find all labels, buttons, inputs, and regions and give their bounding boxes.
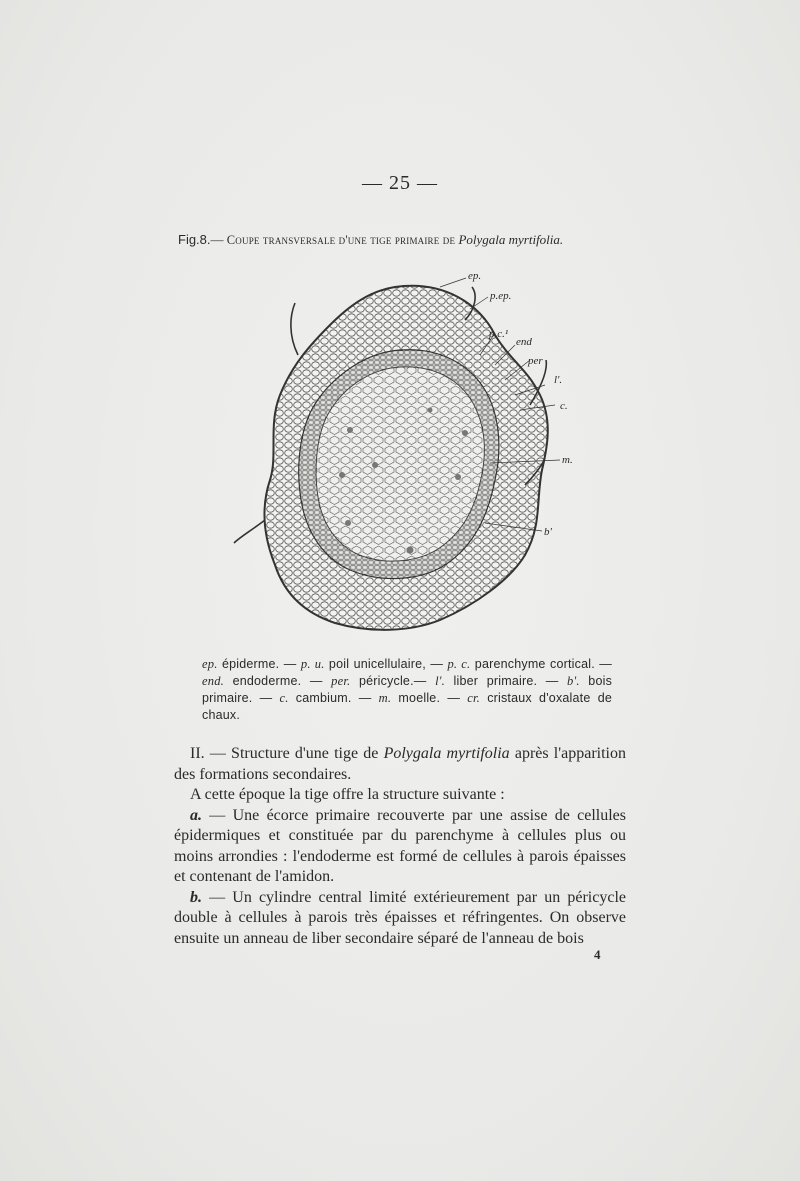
label-l: l'.	[554, 374, 563, 386]
label-b: b'	[544, 526, 552, 538]
label-end: end	[516, 336, 532, 348]
page-number: — 25 —	[362, 172, 438, 194]
legend-item: c. cambium. —	[279, 691, 379, 705]
stem-cross-section-figure	[230, 265, 590, 645]
paragraph: a. — Une écorce primaire recouverte par une assise de cellules épidermiques et constituée par du parenchyme à cellules plus ou moins arrondies : l'endoderme est formé de cellules à parois épaisses et contenant de l'amidon.	[174, 806, 626, 885]
label-per: per	[528, 355, 543, 367]
label-ep: ep.	[468, 270, 482, 282]
caption-dash: —	[210, 232, 224, 247]
label-m: m.	[562, 454, 573, 466]
legend-item: p. c. parenchyme cortical. —	[447, 657, 612, 671]
label-c: c.	[560, 400, 568, 412]
caption-species: Polygala myrtifolia.	[458, 232, 564, 247]
legend-item: p. u. poil unicellulaire, —	[300, 657, 448, 671]
legend-item: ep. épiderme. —	[202, 657, 301, 671]
legend-item: l'. liber primaire. —	[435, 674, 568, 688]
label-pc: p.c.¹	[489, 328, 509, 340]
body-text	[174, 744, 626, 949]
label-pep: p.ep.	[490, 290, 512, 302]
legend-item: end. endoderme. —	[202, 674, 332, 688]
legend-item: per. péricycle.—	[331, 674, 436, 688]
figure-caption	[178, 232, 648, 248]
legend-item: m. moelle. —	[378, 691, 468, 705]
legend-item: b'. bois primaire. —	[202, 674, 613, 705]
caption-title: Coupe transversale d'une tige primaire de	[226, 233, 456, 247]
signature-mark: 4	[594, 947, 601, 962]
figure-legend	[202, 656, 612, 724]
paragraph: b. — Un cylindre central limité extérieurement par un péricycle double à cellules à parois très épaisses et réfringentes. On observe ensuite un anneau de liber secondaire séparé de l'anneau de bois	[174, 888, 626, 947]
figure-label: Fig.8.	[178, 232, 211, 247]
legend-item: cr. cristaux d'oxalate de chaux.	[202, 691, 613, 722]
paragraph-heading: II. — Structure d'une tige de Polygala myrtifolia après l'apparition des formations secondaires.	[174, 745, 627, 783]
paragraph: A cette époque la tige offre la structure suivante :	[190, 786, 505, 803]
